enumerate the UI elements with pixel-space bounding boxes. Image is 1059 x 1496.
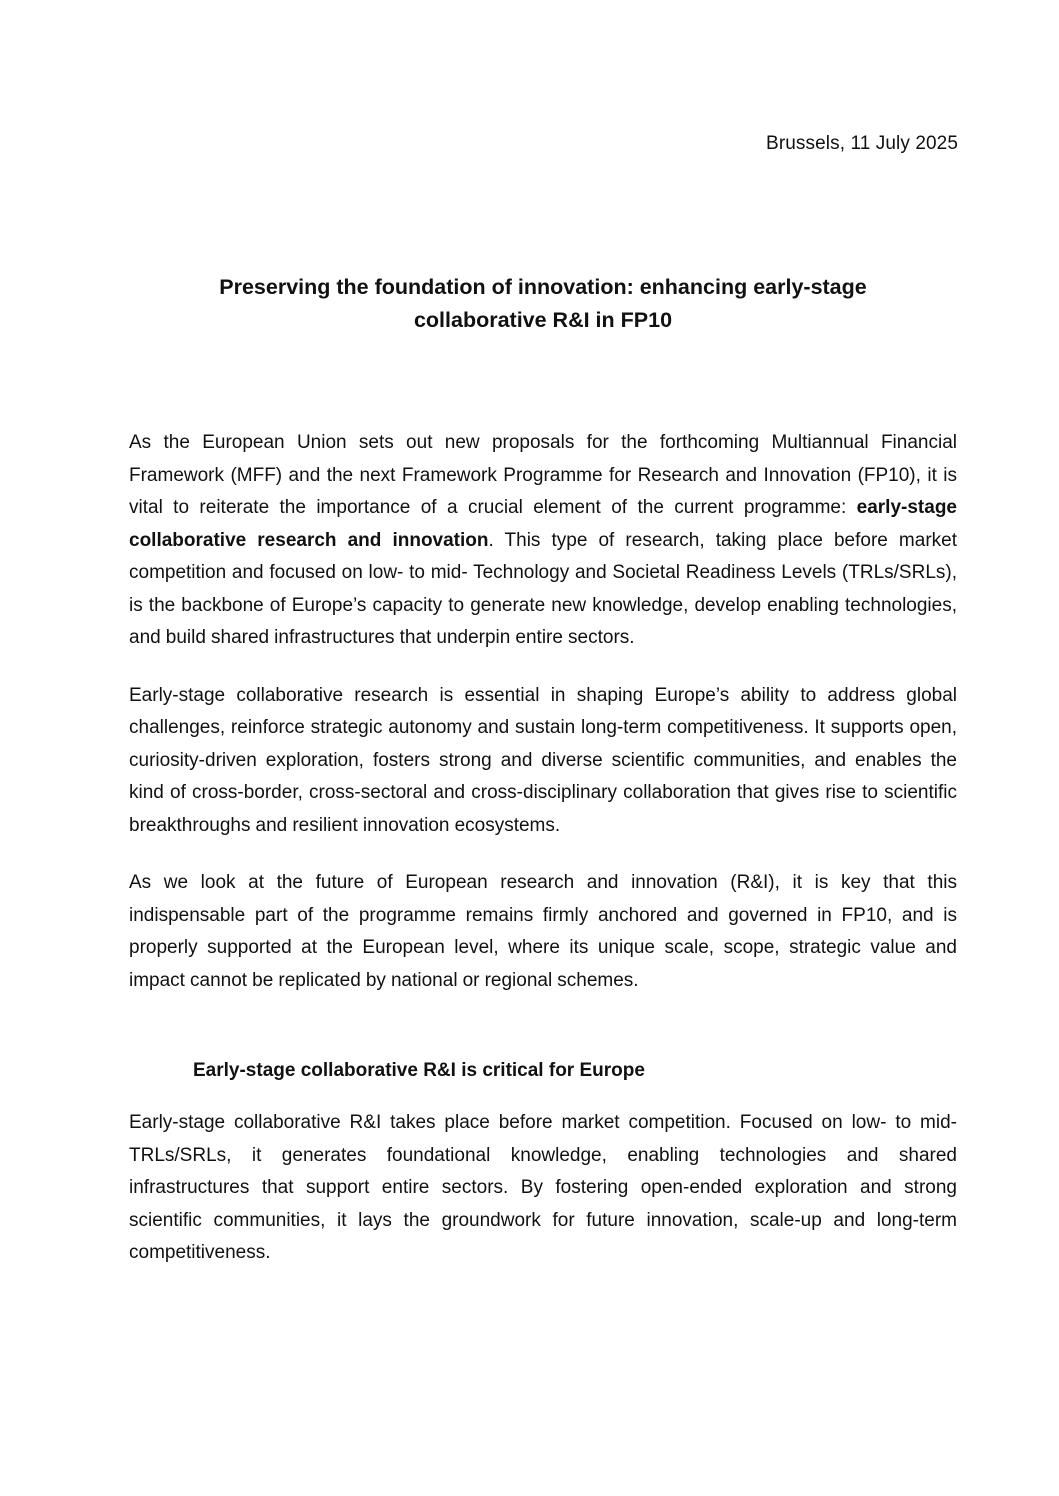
document-body bbox=[129, 427, 957, 1295]
paragraph-4: Early-stage collaborative R&I takes place before market competition. Focused on low- to mid- TRLs/SRLs, it generates foundational knowledge, enabling technologies and shared infrastructures that support entire sectors. By fostering open-ended exploration and strong scientific communities, it lays the groundwork for future innovation, scale-up and long-term competitiveness. bbox=[129, 1112, 957, 1263]
intro-paragraph bbox=[129, 427, 957, 655]
intro-emphasis: early-stage collaborative research and innovation bbox=[129, 497, 957, 551]
document-title bbox=[129, 271, 957, 337]
title-line-2: collaborative R&I in FP10 bbox=[413, 308, 673, 332]
intro-text-end: . This type of research, taking place before market competition and focused on low- to mid- Technology and Societal Readiness Levels (TRLs/SRLs), is the backbone of Europe’s capacity to generate new knowledge, develop enabling technologies, and build shared infrastructures that underpin entire sectors. bbox=[129, 529, 957, 648]
document-date: Brussels, 11 July 2025 bbox=[766, 133, 958, 154]
section-heading: Early-stage collaborative R&I is critical for Europe bbox=[193, 1060, 645, 1081]
paragraph-3: As we look at the future of European research and innovation (R&I), it is key that this indispensable part of the programme remains firmly anchored and governed in FP10, and is properly supported at the European level, where its unique scale, scope, strategic value and impact cannot be replicated by national or regional schemes. bbox=[129, 872, 957, 991]
intro-text-start: As the European Union sets out new proposals for the forthcoming Multiannual Financial Framework (MFF) and the next Framework Programme for Research and Innovation (FP10), it is vital to reiterate the importance of a crucial element of the current programme: bbox=[129, 432, 957, 518]
title-line-1: Preserving the foundation of innovation: enhancing early-stage bbox=[219, 275, 867, 299]
paragraph-2: Early-stage collaborative research is essential in shaping Europe’s ability to address global challenges, reinforce strategic autonomy and sustain long-term competitiveness. It supports open, curiosity-driven exploration, fosters strong and diverse scientific communities, and enables the kind of cross-border, cross-sectoral and cross-disciplinary collaboration that gives rise to scientific breakthroughs and resilient innovation ecosystems. bbox=[129, 684, 957, 836]
